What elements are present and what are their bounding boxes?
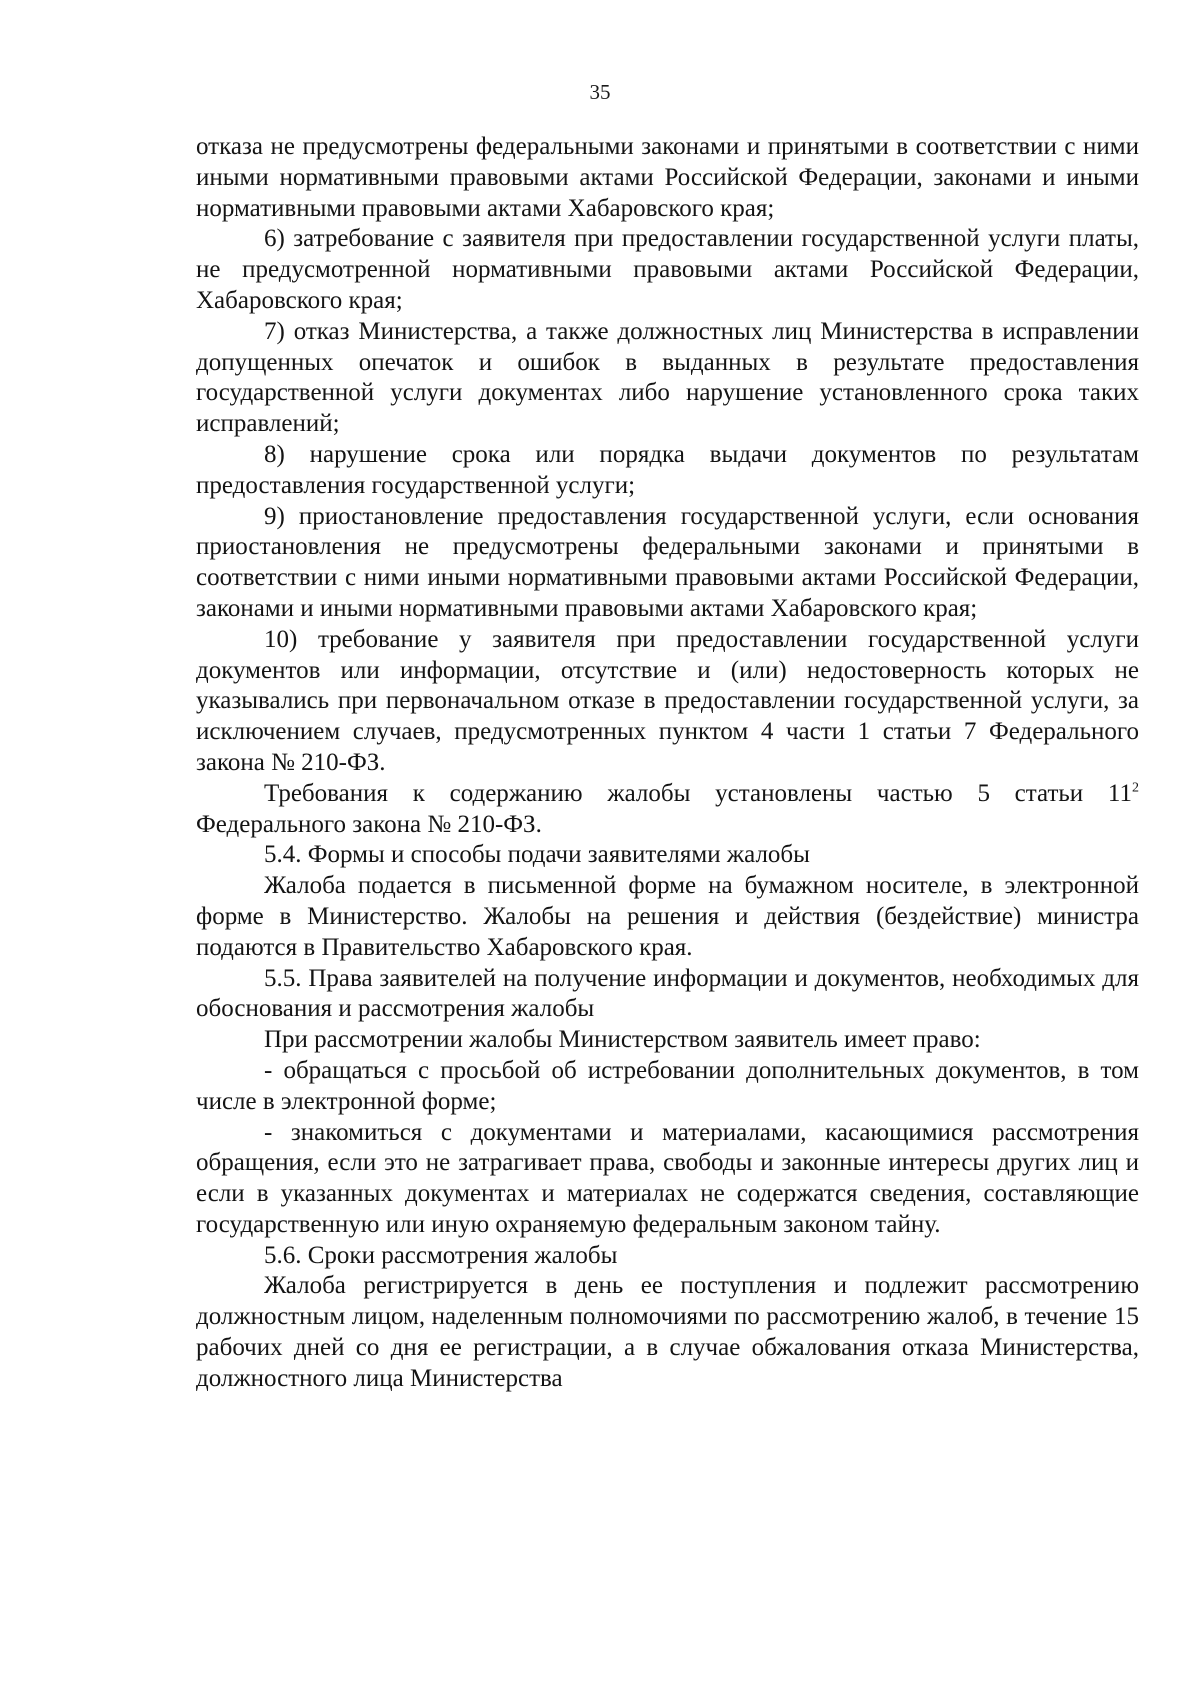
section-heading-5-6: 5.6. Сроки рассмотрения жалобы xyxy=(264,1241,618,1269)
paragraph-complaint-form: Жалоба подается в письменной форме на бумажном носителе, в электронной форме в Министерство. Жалобы на решения и действия (бездействие) министра подаются в Правительство Хабаровского края. xyxy=(196,872,1139,961)
paragraph-continuation: отказа не предусмотрены федеральными законами и принятыми в соответствии с ними иными нормативными правовыми актами Российской Федерации, законами и иными нормативными правовыми актами Хабаровского края; xyxy=(196,133,1139,222)
paragraph-complaint-requirements xyxy=(196,779,1139,841)
paragraph-item-6: 6) затребование с заявителя при предоставлении государственной услуги платы, не предусмотренной нормативными правовыми актами Российской Федерации, Хабаровского края; xyxy=(196,225,1139,314)
section-heading-5-5: 5.5. Права заявителей на получение информации и документов, необходимых для обоснования и рассмотрения жалобы xyxy=(196,964,1139,1023)
document-body xyxy=(196,132,1139,1395)
page-number: 35 xyxy=(589,80,611,104)
paragraph-text-after-sup: Федерального закона № 210-ФЗ. xyxy=(196,810,542,838)
section-heading-5-4: 5.4. Формы и способы подачи заявителями жалобы xyxy=(264,841,810,869)
paragraph-applicant-rights: При рассмотрении жалобы Министерством заявитель имеет право: xyxy=(264,1026,981,1054)
paragraph-item-9: 9) приостановление предоставления государственной услуги, если основания приостановления не предусмотрены федеральными законами и принятыми в соответствии с ними иными нормативными правовыми актами Российской Федерации, законами и иными нормативными правовыми актами Хабаровского края; xyxy=(196,502,1139,622)
paragraph-text-before-sup: Требования к содержанию жалобы установлены частью 5 статьи 11 xyxy=(264,779,1132,807)
paragraph-item-7: 7) отказ Министерства, а также должностных лиц Министерства в исправлении допущенных опечаток и ошибок в выданных в результате предоставления государственной услуги документах либо нарушение установленного срока таких исправлений; xyxy=(196,317,1139,438)
paragraph-complaint-registration: Жалоба регистрируется в день ее поступления и подлежит рассмотрению должностным лицом, наделенным полномочиями по рассмотрению жалоб, в течение 15 рабочих дней со дня ее регистрации, а в случае обжалования отказа Министерства, должностного лица Министерства xyxy=(196,1272,1139,1392)
paragraph-item-8: 8) нарушение срока или порядка выдачи документов по результатам предоставления государственной услуги; xyxy=(196,440,1139,499)
paragraph-item-10: 10) требование у заявителя при предоставлении государственной услуги документов или информации, отсутствие и (или) недостоверность которых не указывались при первоначальном отказе в предоставлении государственной услуги, за исключением случаев, предусмотренных пунктом 4 части 1 статьи 7 Федерального закона № 210-ФЗ. xyxy=(196,625,1139,776)
list-item-review-materials: - знакомиться с документами и материалами, касающимися рассмотрения обращения, если это не затрагивает права, свободы и законные интересы других лиц и если в указанных документах и материалах не содержатся сведения, составляющие государственную или иную охраняемую федеральным законом тайну. xyxy=(196,1118,1139,1238)
list-item-request-documents: - обращаться с просьбой об истребовании дополнительных документов, в том числе в электронной форме; xyxy=(196,1056,1139,1115)
superscript: 2 xyxy=(1132,780,1139,796)
